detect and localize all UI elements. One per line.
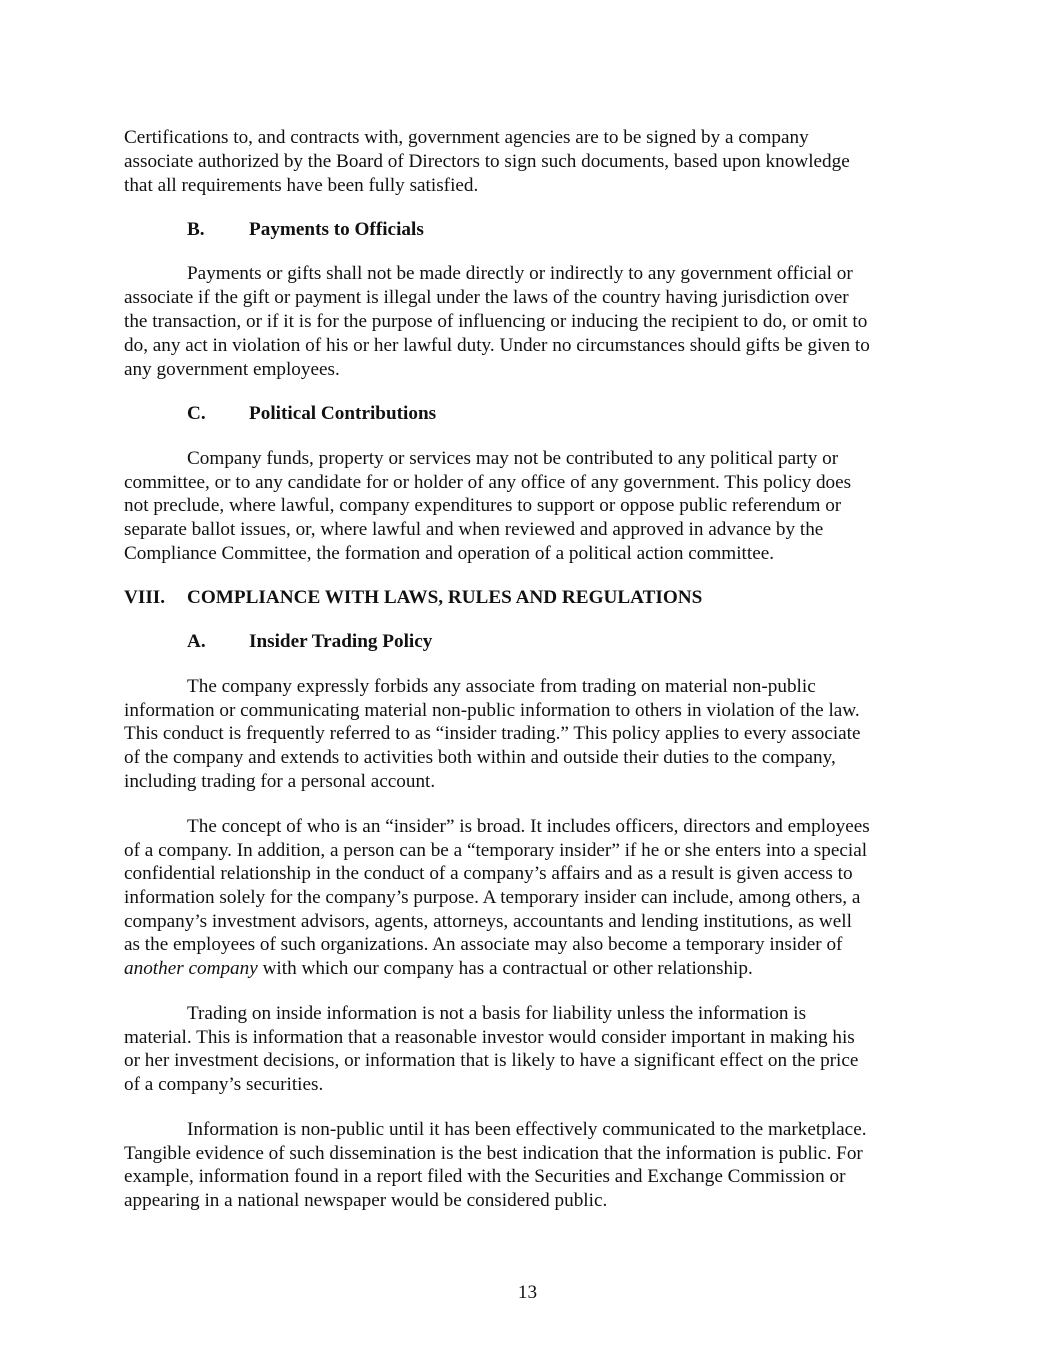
text-line: Tangible evidence of such dissemination is the best indication that the information is public. For <box>124 1143 863 1164</box>
section-b-heading <box>187 218 787 242</box>
section-title: COMPLIANCE WITH LAWS, RULES AND REGULATIONS <box>187 587 703 608</box>
text-line: including trading for a personal account. <box>124 771 436 792</box>
section-title: Insider Trading Policy <box>249 631 433 652</box>
text-line: the transaction, or if it is for the purpose of influencing or inducing the recipient to do, or omit to <box>124 311 868 332</box>
text-line: confidential relationship in the conduct of a company’s affairs and as a result is given access to <box>124 863 853 884</box>
section-title: Political Contributions <box>249 403 437 424</box>
text-line: Certifications to, and contracts with, government agencies are to be signed by a company <box>124 127 809 148</box>
section-number: B. <box>187 219 205 240</box>
text-line: The company expressly forbids any associate from trading on material non-public <box>187 676 816 697</box>
text-line: not preclude, where lawful, company expenditures to support or oppose public referendum or <box>124 495 842 516</box>
section-title: Payments to Officials <box>249 219 424 240</box>
text-line: material. This is information that a reasonable investor would consider important in making his <box>124 1027 855 1048</box>
text-line: information solely for the company’s purpose. A temporary insider can include, among others, a <box>124 887 861 908</box>
text-line: appearing in a national newspaper would be considered public. <box>124 1190 608 1211</box>
text-line: Compliance Committee, the formation and operation of a political action committee. <box>124 543 775 564</box>
text-line: or her investment decisions, or information that is likely to have a significant effect on the price <box>124 1050 859 1071</box>
section-number: A. <box>187 631 206 652</box>
emphasis-text: another company <box>124 958 258 979</box>
text-line: of the company and extends to activities both within and outside their duties to the company, <box>124 747 836 768</box>
text-line: associate if the gift or payment is illegal under the laws of the country having jurisdiction over <box>124 287 849 308</box>
section-viii-a-heading <box>187 630 787 654</box>
text-line: company’s investment advisors, agents, attorneys, accountants and lending institutions, as well <box>124 911 852 932</box>
text-line: as the employees of such organizations. An associate may also become a temporary insider of <box>124 934 843 955</box>
text-line: information or communicating material non-public information to others in violation of the law. <box>124 700 860 721</box>
text-line: that all requirements have been fully satisfied. <box>124 175 479 196</box>
text-line: of a company. In addition, a person can be a “temporary insider” if he or she enters into a special <box>124 840 868 861</box>
text-line: any government employees. <box>124 359 340 380</box>
text-line: Information is non-public until it has been effectively communicated to the marketplace. <box>187 1119 867 1140</box>
text-line: The concept of who is an “insider” is broad. It includes officers, directors and employees <box>187 816 870 837</box>
text-line: of a company’s securities. <box>124 1074 324 1095</box>
section-number: C. <box>187 403 206 424</box>
page-number: 13 <box>517 1282 538 1303</box>
text-line: associate authorized by the Board of Directors to sign such documents, based upon knowledge <box>124 151 850 172</box>
text-line: Company funds, property or services may not be contributed to any political party or <box>187 448 839 469</box>
text-line: separate ballot issues, or, where lawful and when reviewed and approved in advance by the <box>124 519 824 540</box>
text-line: Payments or gifts shall not be made directly or indirectly to any government official or <box>187 263 853 284</box>
text-span: with which our company has a contractual or other relationship. <box>257 958 753 979</box>
section-number: VIII. <box>124 587 166 608</box>
text-line: do, any act in violation of his or her lawful duty. Under no circumstances should gifts be given to <box>124 335 870 356</box>
text-line <box>124 957 753 981</box>
text-line: Trading on inside information is not a basis for liability unless the information is <box>187 1003 807 1024</box>
section-viii-heading <box>124 586 924 610</box>
text-line: committee, or to any candidate for or holder of any office of any government. This policy does <box>124 472 852 493</box>
text-line: example, information found in a report filed with the Securities and Exchange Commission or <box>124 1166 846 1187</box>
section-c-heading <box>187 402 787 426</box>
text-line: This conduct is frequently referred to as “insider trading.” This policy applies to every associate <box>124 723 861 744</box>
